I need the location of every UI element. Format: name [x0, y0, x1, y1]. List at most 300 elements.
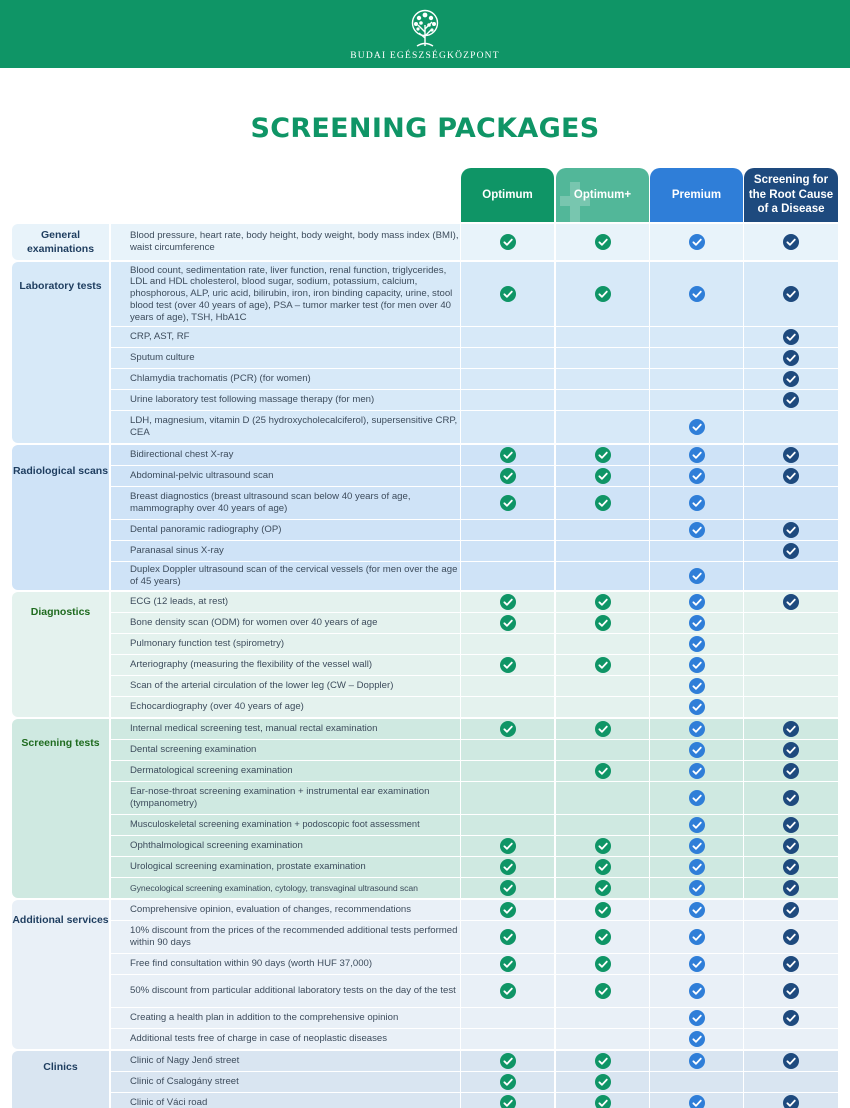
package-cell	[744, 562, 838, 590]
package-cell	[650, 541, 743, 561]
package-cell	[744, 921, 838, 953]
table-row	[111, 954, 838, 974]
package-cell	[744, 719, 838, 739]
check-icon	[689, 983, 705, 999]
table-row	[111, 836, 838, 856]
check-icon	[689, 721, 705, 737]
package-cell	[461, 224, 554, 260]
package-cell	[744, 815, 838, 835]
examination-description: Clinic of Váci road	[111, 1093, 460, 1108]
check-icon	[783, 929, 799, 945]
check-icon	[500, 657, 516, 673]
examination-description: Gynecological screening examination, cytology, transvaginal ultrasound scan	[111, 878, 460, 898]
table-row	[111, 466, 838, 486]
package-cell	[650, 1093, 743, 1108]
examination-description: Musculoskeletal screening examination + podoscopic foot assessment	[111, 815, 460, 835]
package-cell	[461, 520, 554, 540]
examination-description: Chlamydia trachomatis (PCR) (for women)	[111, 369, 460, 389]
check-icon	[689, 902, 705, 918]
check-icon	[689, 234, 705, 250]
check-icon	[500, 234, 516, 250]
package-cell	[650, 878, 743, 898]
package-cell	[650, 348, 743, 368]
check-icon	[783, 522, 799, 538]
check-icon	[783, 1095, 799, 1108]
package-cell	[650, 1008, 743, 1028]
package-cell	[650, 1051, 743, 1071]
package-cell	[744, 445, 838, 465]
examination-description: Ear-nose-throat screening examination + instrumental ear examination (tympanometry)	[111, 782, 460, 814]
check-icon	[783, 880, 799, 896]
package-cell	[461, 634, 554, 654]
examination-description: Creating a health plan in addition to the comprehensive opinion	[111, 1008, 460, 1028]
package-header-1	[461, 168, 554, 222]
table-row	[111, 1093, 838, 1108]
package-cell	[556, 262, 649, 326]
package-cell	[650, 562, 743, 590]
package-cell	[650, 857, 743, 877]
check-icon	[783, 447, 799, 463]
examination-description: Arteriography (measuring the flexibility of the vessel wall)	[111, 655, 460, 675]
package-cell	[556, 613, 649, 633]
package-cell	[556, 719, 649, 739]
package-cell	[650, 487, 743, 519]
check-icon	[689, 657, 705, 673]
check-icon	[689, 817, 705, 833]
examination-description: Duplex Doppler ultrasound scan of the cervical vessels (for men over the age of 45 years)	[111, 562, 460, 590]
package-cell	[556, 921, 649, 953]
check-icon	[783, 468, 799, 484]
check-icon	[689, 790, 705, 806]
package-cell	[744, 676, 838, 696]
examination-description: 10% discount from the prices of the recommended additional tests performed within 90 days	[111, 921, 460, 953]
package-cell	[650, 520, 743, 540]
package-cell	[556, 411, 649, 443]
package-cell	[744, 262, 838, 326]
check-icon	[595, 902, 611, 918]
package-cell	[650, 761, 743, 781]
package-cell	[461, 697, 554, 717]
package-cell	[744, 592, 838, 612]
package-cell	[461, 369, 554, 389]
package-cell	[744, 740, 838, 760]
package-cell	[650, 390, 743, 410]
check-icon	[689, 763, 705, 779]
page-title: SCREENING PACKAGES	[250, 113, 600, 144]
top-banner	[0, 0, 850, 68]
check-icon	[595, 859, 611, 875]
package-cell	[650, 815, 743, 835]
examination-description: Ophthalmological screening examination	[111, 836, 460, 856]
brand-name: BUDAI EGÉSZSÉGKÖZPONT	[350, 51, 500, 61]
package-cell	[461, 1029, 554, 1049]
check-icon	[500, 880, 516, 896]
package-cell	[461, 1051, 554, 1071]
package-cell	[556, 815, 649, 835]
examination-description: Blood count, sedimentation rate, liver function, renal function, triglycerides, LDL and HDL cholesterol, blood sugar, sodium, potassium, calcium, phosphorous, ALP, uric acid, bilirubin, iron, iron binding capacity, urine, stool blood test (over 40 years of age), PSA – tumor marker test (for men over 40 years of age), TSH, HbA1C	[111, 262, 460, 326]
check-icon	[595, 721, 611, 737]
examination-description: Urine laboratory test following massage therapy (for men)	[111, 390, 460, 410]
package-cell	[650, 224, 743, 260]
package-cell	[556, 836, 649, 856]
check-icon	[500, 615, 516, 631]
package-cell	[744, 1051, 838, 1071]
examination-description: Free find consultation within 90 days (worth HUF 37,000)	[111, 954, 460, 974]
check-icon	[689, 1095, 705, 1108]
package-cell	[556, 1093, 649, 1108]
table-row	[111, 262, 838, 326]
check-icon	[500, 983, 516, 999]
package-cell	[744, 1093, 838, 1108]
package-cell	[650, 592, 743, 612]
category-label: Screening tests	[12, 719, 109, 898]
package-cell	[461, 487, 554, 519]
package-cell	[556, 954, 649, 974]
examination-description: Bone density scan (ODM) for women over 40 years of age	[111, 613, 460, 633]
package-cell	[650, 954, 743, 974]
table-row	[111, 1051, 838, 1071]
check-icon	[595, 983, 611, 999]
check-icon	[689, 447, 705, 463]
package-cell	[556, 761, 649, 781]
package-cell	[461, 1093, 554, 1108]
category-label: General examinations	[12, 224, 109, 260]
check-icon	[689, 468, 705, 484]
category-label: Additional services	[12, 900, 109, 1049]
table-row	[111, 1029, 838, 1049]
category-label: Radiological scans	[12, 445, 109, 590]
table-row	[111, 487, 838, 519]
package-cell	[556, 445, 649, 465]
package-cell	[461, 613, 554, 633]
package-cell	[556, 782, 649, 814]
check-icon	[783, 543, 799, 559]
table-row	[111, 676, 838, 696]
check-icon	[783, 790, 799, 806]
package-cell	[650, 782, 743, 814]
check-icon	[783, 1010, 799, 1026]
table-row	[111, 541, 838, 561]
package-cell	[556, 592, 649, 612]
package-cell	[650, 369, 743, 389]
package-cell	[744, 369, 838, 389]
examination-description: Dental screening examination	[111, 740, 460, 760]
package-cell	[744, 1072, 838, 1092]
table-row	[111, 655, 838, 675]
check-icon	[689, 880, 705, 896]
package-header-4	[744, 168, 838, 222]
check-icon	[783, 350, 799, 366]
examination-description: Blood pressure, heart rate, body height, body weight, body mass index (BMI), waist circumference	[111, 224, 460, 260]
check-icon	[595, 495, 611, 511]
table-row	[111, 878, 838, 898]
package-cell	[461, 541, 554, 561]
check-icon	[689, 594, 705, 610]
check-icon	[689, 699, 705, 715]
table-row	[111, 369, 838, 389]
package-cell	[744, 954, 838, 974]
package-cell	[556, 487, 649, 519]
package-cell	[461, 262, 554, 326]
package-cell	[461, 900, 554, 920]
check-icon	[689, 1031, 705, 1047]
table-row	[111, 634, 838, 654]
table-row	[111, 921, 838, 953]
check-icon	[595, 929, 611, 945]
check-icon	[595, 1053, 611, 1069]
package-cell	[650, 975, 743, 1007]
examination-description: Pulmonary function test (spirometry)	[111, 634, 460, 654]
package-cell	[461, 592, 554, 612]
package-cell	[556, 562, 649, 590]
check-icon	[689, 956, 705, 972]
package-cell	[650, 697, 743, 717]
check-icon	[783, 956, 799, 972]
package-header-3	[650, 168, 743, 222]
package-cell	[744, 761, 838, 781]
package-cell	[744, 836, 838, 856]
package-cell	[744, 541, 838, 561]
check-icon	[595, 1095, 611, 1108]
package-cell	[744, 1029, 838, 1049]
examination-description: Breast diagnostics (breast ultrasound scan below 40 years of age, mammography over 40 years of age)	[111, 487, 460, 519]
package-cell	[650, 1072, 743, 1092]
check-icon	[500, 1095, 516, 1108]
check-icon	[689, 495, 705, 511]
package-cell	[650, 634, 743, 654]
examination-description: Clinic of Csalogány street	[111, 1072, 460, 1092]
package-cell	[650, 921, 743, 953]
package-cell	[556, 520, 649, 540]
check-icon	[783, 234, 799, 250]
package-cell	[461, 782, 554, 814]
package-cell	[556, 1029, 649, 1049]
table-row	[111, 719, 838, 739]
check-icon	[500, 495, 516, 511]
package-label: Screening for the Root Cause of a Disease	[748, 174, 834, 216]
examination-description: CRP, AST, RF	[111, 327, 460, 347]
table-row	[111, 224, 838, 260]
package-cell	[650, 655, 743, 675]
check-icon	[689, 615, 705, 631]
check-icon	[500, 956, 516, 972]
check-icon	[689, 742, 705, 758]
package-label: Optimum+	[573, 188, 632, 201]
package-cell	[461, 390, 554, 410]
package-cell	[556, 541, 649, 561]
check-icon	[500, 929, 516, 945]
package-cell	[744, 900, 838, 920]
package-cell	[461, 411, 554, 443]
package-cell	[461, 348, 554, 368]
check-icon	[689, 522, 705, 538]
package-cell	[650, 411, 743, 443]
package-cell	[650, 466, 743, 486]
table-row	[111, 1008, 838, 1028]
check-icon	[595, 468, 611, 484]
check-icon	[783, 721, 799, 737]
package-cell	[650, 1029, 743, 1049]
check-icon	[689, 286, 705, 302]
package-cell	[650, 740, 743, 760]
package-cell	[650, 262, 743, 326]
package-cell	[744, 613, 838, 633]
package-cell	[461, 878, 554, 898]
check-icon	[595, 838, 611, 854]
package-cell	[556, 1008, 649, 1028]
package-cell	[461, 761, 554, 781]
package-header-2	[556, 168, 649, 222]
package-cell	[650, 719, 743, 739]
check-icon	[595, 234, 611, 250]
table-row	[111, 815, 838, 835]
package-cell	[744, 634, 838, 654]
check-icon	[595, 657, 611, 673]
package-cell	[461, 921, 554, 953]
examination-description: Bidirectional chest X-ray	[111, 445, 460, 465]
package-cell	[744, 390, 838, 410]
package-cell	[461, 836, 554, 856]
package-cell	[461, 327, 554, 347]
table-row	[111, 613, 838, 633]
package-cell	[556, 348, 649, 368]
package-cell	[744, 697, 838, 717]
check-icon	[595, 763, 611, 779]
check-icon	[595, 594, 611, 610]
table-row	[111, 411, 838, 443]
package-cell	[461, 975, 554, 1007]
check-icon	[500, 1074, 516, 1090]
examination-description: Clinic of Nagy Jenő street	[111, 1051, 460, 1071]
package-cell	[744, 327, 838, 347]
package-cell	[556, 900, 649, 920]
category-label: Laboratory tests	[12, 262, 109, 443]
check-icon	[783, 838, 799, 854]
package-cell	[556, 676, 649, 696]
check-icon	[500, 468, 516, 484]
table-row	[111, 327, 838, 347]
examination-description: Dermatological screening examination	[111, 761, 460, 781]
package-cell	[556, 1051, 649, 1071]
package-cell	[744, 224, 838, 260]
check-icon	[500, 447, 516, 463]
check-icon	[595, 615, 611, 631]
check-icon	[783, 763, 799, 779]
package-cell	[650, 676, 743, 696]
examination-description: Urological screening examination, prostate examination	[111, 857, 460, 877]
package-cell	[744, 520, 838, 540]
check-icon	[783, 983, 799, 999]
check-icon	[783, 859, 799, 875]
package-cell	[744, 487, 838, 519]
package-cell	[556, 655, 649, 675]
package-cell	[744, 411, 838, 443]
check-icon	[783, 742, 799, 758]
check-icon	[500, 902, 516, 918]
examination-description: Comprehensive opinion, evaluation of changes, recommendations	[111, 900, 460, 920]
package-label: Optimum	[482, 188, 533, 201]
package-cell	[556, 327, 649, 347]
check-icon	[595, 880, 611, 896]
examination-description: Abdominal-pelvic ultrasound scan	[111, 466, 460, 486]
check-icon	[500, 594, 516, 610]
tree-logo-icon	[406, 8, 444, 48]
check-icon	[783, 1053, 799, 1069]
table-row	[111, 900, 838, 920]
package-cell	[650, 445, 743, 465]
package-cell	[556, 697, 649, 717]
check-icon	[689, 838, 705, 854]
package-cell	[461, 466, 554, 486]
package-cell	[744, 857, 838, 877]
examination-description: LDH, magnesium, vitamin D (25 hydroxycholecalciferol), supersensitive CRP, CEA	[111, 411, 460, 443]
package-cell	[461, 562, 554, 590]
examination-description: Sputum culture	[111, 348, 460, 368]
examination-description: Scan of the arterial circulation of the lower leg (CW – Doppler)	[111, 676, 460, 696]
table-row	[111, 390, 838, 410]
check-icon	[689, 568, 705, 584]
package-cell	[744, 878, 838, 898]
package-cell	[556, 740, 649, 760]
examination-description: Internal medical screening test, manual rectal examination	[111, 719, 460, 739]
examination-description: Paranasal sinus X-ray	[111, 541, 460, 561]
category-label: Diagnostics	[12, 592, 109, 717]
package-cell	[556, 878, 649, 898]
check-icon	[783, 329, 799, 345]
package-label: Premium	[671, 188, 722, 201]
check-icon	[783, 392, 799, 408]
check-icon	[500, 838, 516, 854]
table-row	[111, 1072, 838, 1092]
package-cell	[650, 836, 743, 856]
table-row	[111, 562, 838, 590]
package-cell	[461, 719, 554, 739]
package-cell	[461, 676, 554, 696]
table-row	[111, 697, 838, 717]
package-cell	[650, 900, 743, 920]
examination-description: Dental panoramic radiography (OP)	[111, 520, 460, 540]
check-icon	[783, 371, 799, 387]
table-row	[111, 348, 838, 368]
check-icon	[783, 902, 799, 918]
table-row	[111, 445, 838, 465]
check-icon	[783, 594, 799, 610]
check-icon	[689, 1053, 705, 1069]
package-cell	[650, 613, 743, 633]
check-icon	[689, 929, 705, 945]
package-cell	[556, 390, 649, 410]
check-icon	[500, 721, 516, 737]
package-cell	[461, 740, 554, 760]
check-icon	[783, 286, 799, 302]
check-icon	[595, 447, 611, 463]
check-icon	[783, 817, 799, 833]
check-icon	[689, 859, 705, 875]
check-icon	[500, 1053, 516, 1069]
package-cell	[556, 1072, 649, 1092]
check-icon	[500, 286, 516, 302]
package-cell	[556, 975, 649, 1007]
package-cell	[556, 369, 649, 389]
package-cell	[556, 857, 649, 877]
check-icon	[595, 956, 611, 972]
package-cell	[461, 445, 554, 465]
examination-description: Echocardiography (over 40 years of age)	[111, 697, 460, 717]
package-cell	[744, 466, 838, 486]
package-cell	[461, 857, 554, 877]
package-cell	[461, 655, 554, 675]
package-cell	[556, 634, 649, 654]
